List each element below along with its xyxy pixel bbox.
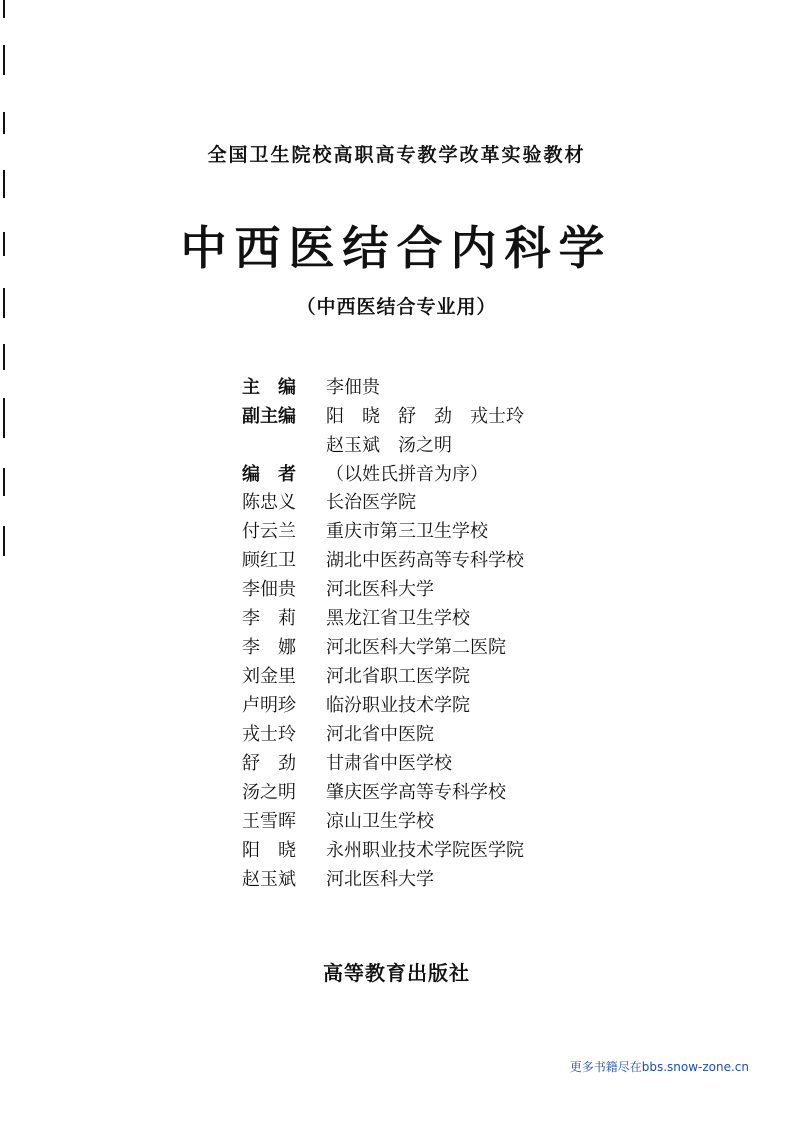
contributor-institution: 临汾职业技术学院 xyxy=(326,695,470,716)
contributor-name: 舒 劲 xyxy=(242,753,296,774)
contributor-row xyxy=(242,517,662,546)
contributor-institution: 永州职业技术学院医学院 xyxy=(326,840,524,861)
contributor-list xyxy=(242,488,662,894)
contributor-institution: 湖北中医药高等专科学校 xyxy=(326,550,524,571)
credit-role: 主 编 xyxy=(242,377,296,398)
contributor-row xyxy=(242,604,662,633)
contributor-name: 刘金里 xyxy=(242,666,296,687)
credit-names: 赵玉斌 汤之明 xyxy=(326,435,452,456)
contributor-institution: 河北省职工医学院 xyxy=(326,666,470,687)
contributor-name: 陈忠义 xyxy=(242,492,296,513)
binding-mark xyxy=(3,0,5,18)
contributor-name: 王雪晖 xyxy=(242,811,296,832)
credit-row xyxy=(242,431,642,460)
binding-mark xyxy=(3,468,5,496)
contributor-institution: 河北医科大学 xyxy=(326,869,434,890)
contributor-institution: 甘肃省中医学校 xyxy=(326,753,452,774)
contributor-institution: 黑龙江省卫生学校 xyxy=(326,608,470,629)
contributor-name: 顾红卫 xyxy=(242,550,296,571)
contributor-name: 卢明珍 xyxy=(242,695,296,716)
credit-names: 阳 晓 舒 劲 戎士玲 xyxy=(326,406,524,427)
credit-row xyxy=(242,373,642,402)
binding-mark xyxy=(3,344,5,370)
credit-row xyxy=(242,402,642,431)
contributor-name: 李佃贵 xyxy=(242,579,296,600)
contributor-row xyxy=(242,691,662,720)
contributor-name: 阳 晓 xyxy=(242,840,296,861)
binding-mark xyxy=(3,45,5,75)
book-title: 中西医结合内科学 xyxy=(180,221,613,275)
contributor-institution: 凉山卫生学校 xyxy=(326,811,434,832)
credit-role: 编 者 xyxy=(242,464,296,485)
binding-mark xyxy=(3,170,5,198)
credit-role xyxy=(242,431,326,460)
book-subtitle: （中西医结合专业用） xyxy=(296,296,497,318)
series-name: 全国卫生院校高职高专教学改革实验教材 xyxy=(207,144,586,166)
watermark-text: 更多书籍尽在bbs.snow-zone.cn xyxy=(569,1060,749,1074)
binding-mark xyxy=(3,398,5,438)
editor-credits xyxy=(242,373,642,489)
publisher-name: 高等教育出版社 xyxy=(323,961,470,985)
contributor-row xyxy=(242,633,662,662)
credit-row xyxy=(242,460,642,489)
contributor-name: 李 莉 xyxy=(242,608,296,629)
contributor-name: 李 娜 xyxy=(242,637,296,658)
binding-edge-marks xyxy=(0,0,12,1122)
contributor-name: 汤之明 xyxy=(242,782,296,803)
contributor-name: 戎士玲 xyxy=(242,724,296,745)
contributor-row xyxy=(242,662,662,691)
contributor-row xyxy=(242,546,662,575)
contributor-row xyxy=(242,836,662,865)
contributor-row xyxy=(242,778,662,807)
contributor-institution: 肇庆医学高等专科学校 xyxy=(326,782,506,803)
credit-role: 副主编 xyxy=(242,406,296,427)
contributor-institution: 重庆市第三卫生学校 xyxy=(326,521,488,542)
contributor-row xyxy=(242,865,662,894)
contributor-name: 付云兰 xyxy=(242,521,296,542)
contributor-institution: 河北医科大学第二医院 xyxy=(326,637,506,658)
contributor-row xyxy=(242,807,662,836)
contributor-row xyxy=(242,720,662,749)
binding-mark xyxy=(3,526,5,556)
contributor-row xyxy=(242,749,662,778)
contributor-name: 赵玉斌 xyxy=(242,869,296,890)
contributor-institution: 河北医科大学 xyxy=(326,579,434,600)
credit-names: （以姓氏拼音为序） xyxy=(326,464,488,485)
contributor-institution: 河北省中医院 xyxy=(326,724,434,745)
binding-mark xyxy=(3,112,5,134)
contributor-row xyxy=(242,488,662,517)
contributor-institution: 长治医学院 xyxy=(326,492,416,513)
contributor-row xyxy=(242,575,662,604)
credit-names: 李佃贵 xyxy=(326,377,380,398)
